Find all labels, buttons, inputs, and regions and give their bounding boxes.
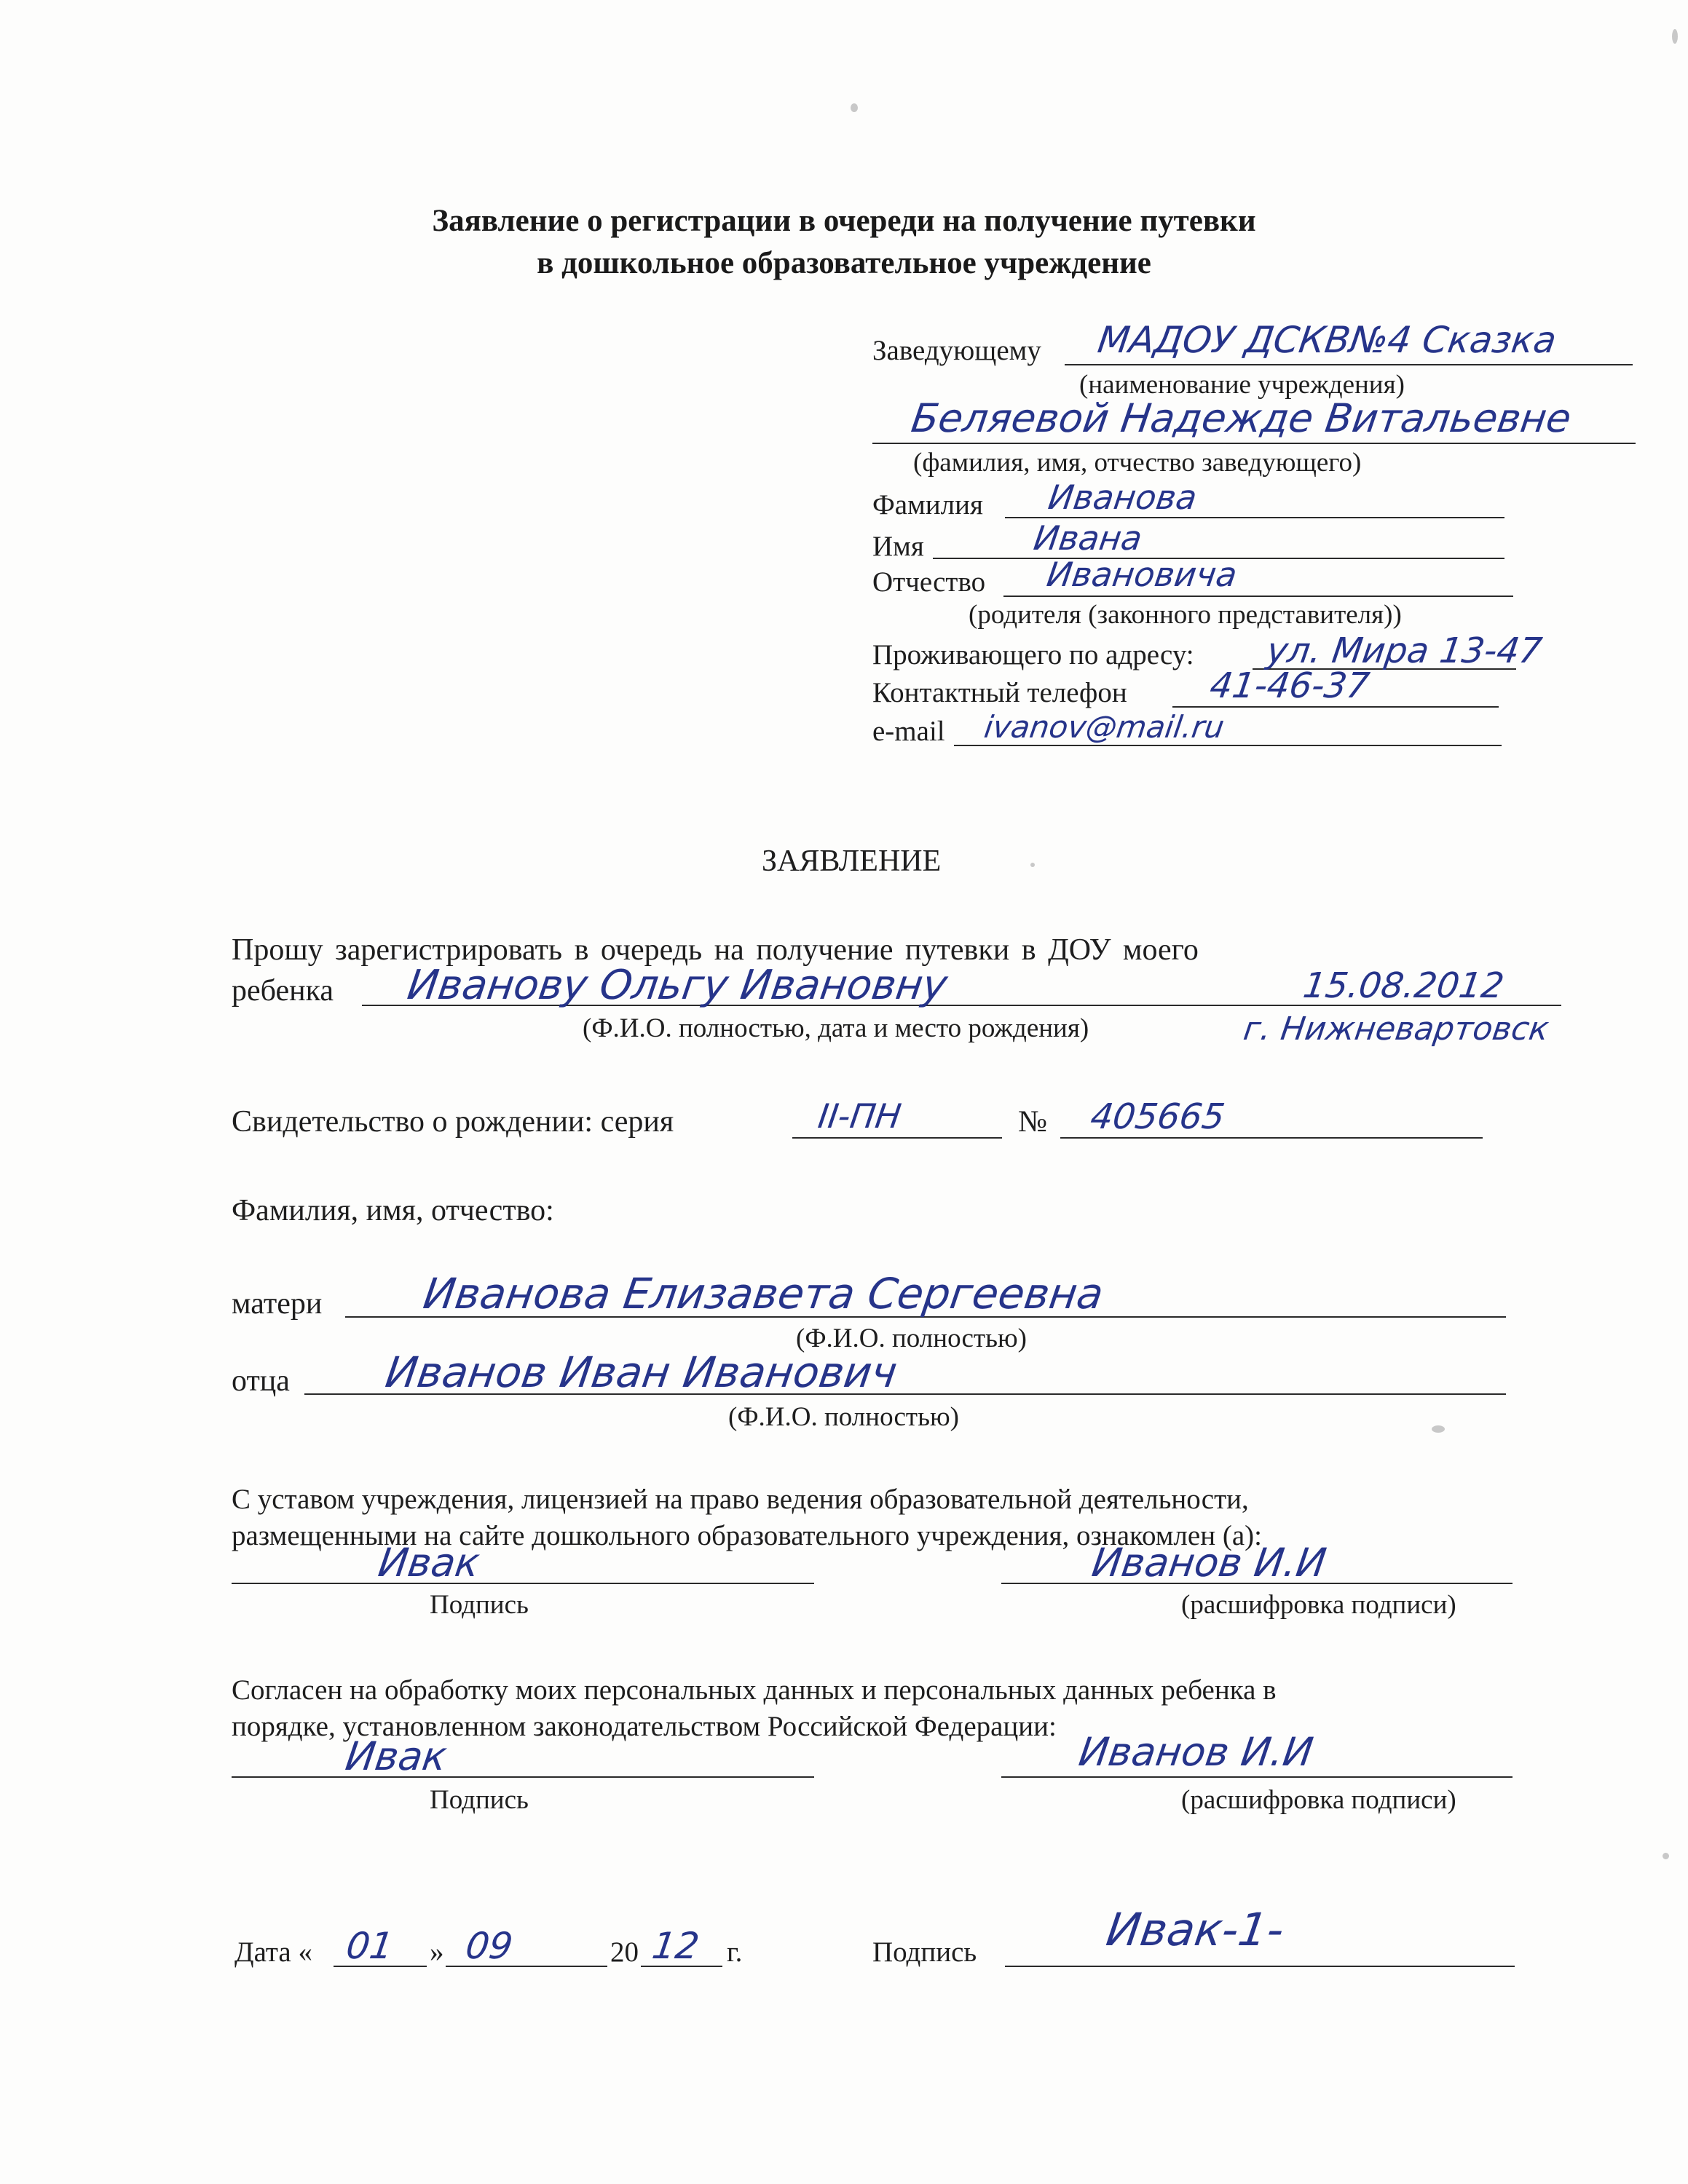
phone-label: Контактный телефон <box>872 677 1127 708</box>
patronymic-value: Ивановича <box>1044 555 1240 594</box>
consent1-signature-line <box>232 1583 814 1584</box>
series-line <box>792 1137 1002 1139</box>
child-name-value: Иванову Ольгу Ивановну <box>404 962 950 1009</box>
consent2-decoding-caption: (расшифровка подписи) <box>1181 1785 1456 1815</box>
fio-label: Фамилия, имя, отчество: <box>232 1194 554 1227</box>
scan-speck <box>851 103 858 112</box>
scan-speck <box>1030 863 1035 867</box>
child-caption: (Ф.И.О. полностью, дата и место рождения) <box>583 1013 1089 1043</box>
patronymic-label: Отчество <box>872 566 986 598</box>
consent2-decoding: Иванов И.И <box>1076 1729 1317 1775</box>
child-birthplace-value: г. Нижневартовск <box>1241 1010 1551 1048</box>
year-suffix: г. <box>727 1936 743 1968</box>
year-prefix: 20 <box>610 1936 639 1968</box>
scan-speck <box>1432 1425 1445 1433</box>
director-line <box>872 443 1636 444</box>
number-line <box>1060 1137 1483 1139</box>
day-value: 01 <box>343 1925 396 1967</box>
email-label: e-mail <box>872 716 945 747</box>
date-prefix: Дата « <box>234 1936 312 1968</box>
father-caption: (Ф.И.О. полностью) <box>728 1402 959 1432</box>
scan-speck <box>1663 1853 1669 1859</box>
consent1-signature-caption: Подпись <box>430 1590 529 1620</box>
phone-value: 41-46-37 <box>1207 665 1372 706</box>
scan-speck <box>1672 29 1678 44</box>
address-label: Проживающего по адресу: <box>872 639 1194 670</box>
number-value: 405665 <box>1088 1096 1228 1137</box>
consent2-signature: Ивак <box>342 1733 450 1779</box>
consent1-decoding-caption: (расшифровка подписи) <box>1181 1590 1456 1620</box>
consent2-signature-caption: Подпись <box>430 1785 529 1815</box>
address-value: ул. Мира 13-47 <box>1264 630 1545 671</box>
series-value: II-ПН <box>816 1096 904 1136</box>
email-line <box>954 745 1502 746</box>
certificate-label: Свидетельство о рождении: серия <box>232 1105 674 1139</box>
consent1-text-line-2: размещенными на сайте дошкольного образовательного учреждения, ознакомлен (а): <box>232 1520 1262 1551</box>
number-label: № <box>1018 1105 1048 1139</box>
consent2-decoding-line <box>1001 1776 1513 1778</box>
head-value: МАДОУ ДСКВ№4 Сказка <box>1095 319 1559 361</box>
consent1-text-line-1: С уставом учреждения, лицензией на право ведения образовательной деятельности, <box>232 1484 1249 1515</box>
consent1-decoding: Иванов И.И <box>1089 1540 1330 1586</box>
date-mid: » <box>430 1936 444 1968</box>
patronymic-line <box>1003 596 1513 597</box>
footer-signature-line <box>1005 1966 1515 1967</box>
director-value: Беляевой Надежде Витальевне <box>908 395 1574 441</box>
parent-caption: (родителя (законного представителя)) <box>969 600 1402 630</box>
year-value: 12 <box>649 1925 702 1967</box>
email-value: ivanov@mail.ru <box>982 709 1227 745</box>
statement-heading: ЗАЯВЛЕНИЕ <box>762 844 942 878</box>
request-text: Прошу зарегистрировать в очередь на получение путевки в ДОУ моего <box>232 933 1199 967</box>
surname-value: Иванова <box>1046 478 1200 517</box>
phone-line <box>1172 706 1499 708</box>
father-value: Иванов Иван Иванович <box>382 1348 901 1397</box>
consent2-text-line-2: порядке, установленном законодательством Российской Федерации: <box>232 1711 1057 1742</box>
consent1-signature: Ивак <box>375 1540 483 1586</box>
footer-signature: Ивак-1- <box>1103 1903 1287 1956</box>
consent2-text-line-1: Согласен на обработку моих персональных данных и персональных данных ребенка в <box>232 1674 1277 1706</box>
consent2-signature-line <box>232 1776 814 1778</box>
form-title-line-2: в дошкольное образовательное учреждение <box>537 246 1151 280</box>
child-dob-value: 15.08.2012 <box>1301 965 1507 1006</box>
mother-label: матери <box>232 1287 323 1321</box>
footer-signature-label: Подпись <box>872 1936 977 1968</box>
mother-value: Иванова Елизавета Сергеевна <box>420 1269 1107 1318</box>
mother-caption: (Ф.И.О. полностью) <box>796 1324 1027 1353</box>
name-value: Ивана <box>1031 518 1145 558</box>
name-label: Имя <box>872 531 924 562</box>
head-label: Заведующему <box>872 335 1041 366</box>
child-label: ребенка <box>232 974 334 1008</box>
month-value: 09 <box>462 1925 516 1967</box>
form-title-line-1: Заявление о регистрации в очереди на получение путевки <box>432 204 1256 238</box>
director-caption: (фамилия, имя, отчество заведующего) <box>913 448 1362 478</box>
institution-caption: (наименование учреждения) <box>1079 370 1405 400</box>
surname-label: Фамилия <box>872 489 983 521</box>
head-line <box>1065 364 1633 365</box>
father-label: отца <box>232 1364 290 1398</box>
